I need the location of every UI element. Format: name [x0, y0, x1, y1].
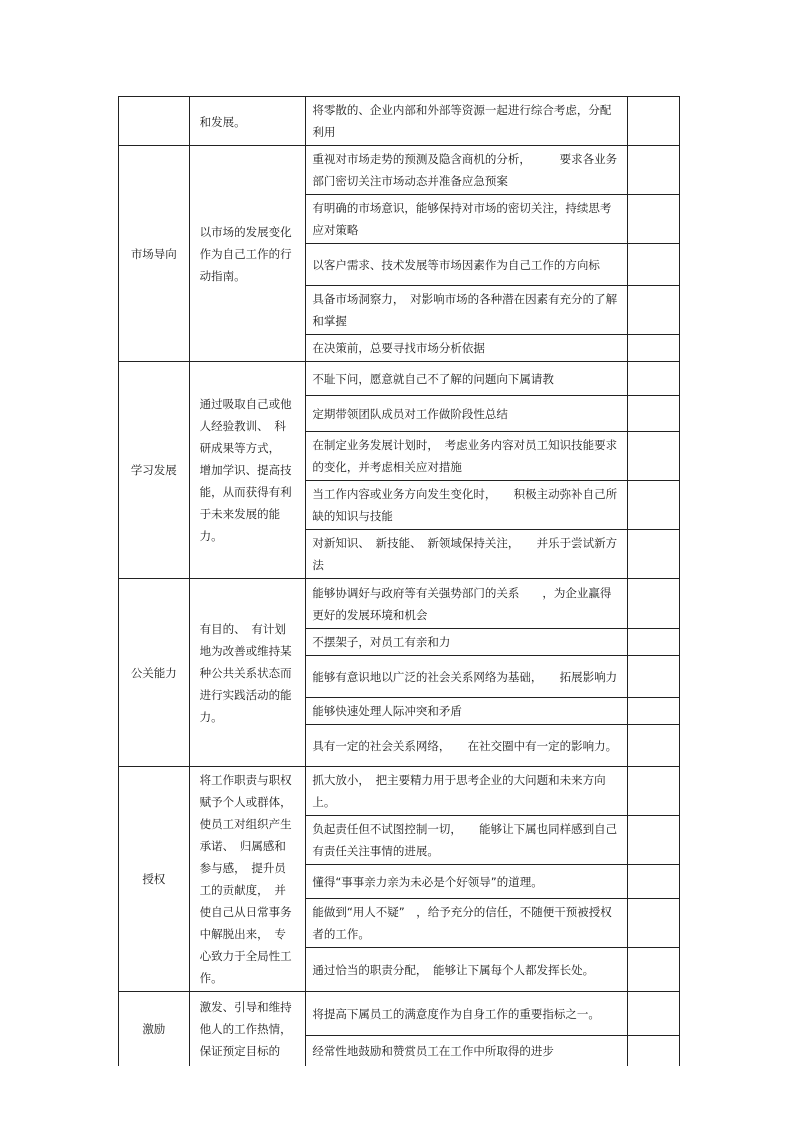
score-cell[interactable]	[627, 286, 679, 335]
competency-name: 公关能力	[119, 579, 190, 767]
competency-name: 市场导向	[119, 146, 190, 362]
behavior-text: 能做到“用人不疑” ，给予充分的信任，不随便干预被授权者的工作。	[312, 905, 612, 941]
behavior-text: 对新知识、 新技能、 新领域保持关注， 并乐于尝试新方法	[312, 536, 618, 572]
behavior-text: 在决策前，总要寻找市场分析依据	[312, 341, 485, 355]
score-cell[interactable]	[627, 362, 679, 396]
score-cell[interactable]	[627, 899, 679, 948]
score-cell[interactable]	[627, 992, 679, 1036]
behavior-text: 不耻下问，愿意就自己不了解的问题向下属请教	[312, 371, 554, 386]
score-cell[interactable]	[627, 948, 679, 992]
score-cell[interactable]	[627, 865, 679, 899]
score-cell[interactable]	[627, 698, 679, 725]
competency-table	[118, 96, 680, 1066]
competency-name: 学习发展	[119, 362, 190, 579]
behavior-text: 懂得“事事亲力亲为未必是个好领导”的道理。	[312, 874, 543, 889]
table-row	[119, 362, 680, 396]
score-cell[interactable]	[627, 244, 679, 286]
table-row	[119, 767, 680, 816]
competency-definition: 将工作职责与职权赋予个人或群体，使员工对组织产生承诺、 归属感和参与感， 提升员工的贡献度， 并使自己从日常事务中解脱出来， 专心致力于全局性工作。	[199, 773, 292, 985]
score-cell[interactable]	[627, 335, 679, 362]
behavior-text: 能够有意识地以广泛的社会关系网络为基础， 拓展影响力	[312, 669, 618, 684]
behavior-text: 在制定业务发展计划时， 考虑业务内容对员工知识技能要求的变化，并考虑相关应对措施	[312, 438, 618, 474]
score-cell[interactable]	[627, 396, 679, 432]
competency-definition: 以市场的发展变化作为自己工作的行动指南。	[199, 224, 292, 283]
score-cell[interactable]	[627, 1036, 679, 1066]
score-cell[interactable]	[627, 481, 679, 530]
behavior-text: 不摆架子，对员工有亲和力	[312, 635, 451, 649]
competency-definition: 激发、引导和维持他人的工作热情，保证预定目标的	[199, 999, 292, 1058]
behavior-text: 当工作内容或业务方向发生变化时， 积极主动弥补自己所缺的知识与技能	[312, 487, 618, 523]
score-cell[interactable]	[627, 97, 679, 146]
behavior-text: 具有一定的社会关系网络， 在社交圈中有一定的影响力。	[312, 738, 618, 753]
behavior-text: 经常性地鼓励和赞赏员工在工作中所取得的进步	[312, 1043, 554, 1058]
competency-name	[119, 97, 190, 146]
score-cell[interactable]	[627, 146, 679, 195]
behavior-text: 通过恰当的职责分配， 能够让下属每个人都发挥长处。	[312, 962, 595, 977]
competency-definition: 有目的、 有计划地为改善或维持某种公共关系状态而进行实践活动的能力。	[199, 621, 292, 724]
behavior-text: 抓大放小， 把主要精力用于思考企业的大问题和未来方向上。	[312, 773, 606, 809]
behavior-text: 负起责任但不试图控制一切， 能够让下属也同样感到自己有责任关注事情的进展。	[312, 822, 618, 858]
score-cell[interactable]	[627, 725, 679, 767]
score-cell[interactable]	[627, 195, 679, 244]
score-cell[interactable]	[627, 767, 679, 816]
score-cell[interactable]	[627, 530, 679, 579]
behavior-text: 能够协调好与政府等有关强势部门的关系 ，为企业赢得更好的发展环境和机会	[312, 585, 612, 622]
score-cell[interactable]	[627, 629, 679, 656]
score-cell[interactable]	[627, 579, 679, 629]
behavior-text: 重视对市场走势的预测及隐含商机的分析， 要求各业务部门密切关注市场动态并准备应急预案	[312, 152, 618, 188]
behavior-text: 将提高下属员工的满意度作为自身工作的重要指标之一。	[312, 1006, 600, 1021]
score-cell[interactable]	[627, 656, 679, 698]
score-cell[interactable]	[627, 432, 679, 481]
table-row	[119, 992, 680, 1036]
competency-name: 授权	[119, 767, 190, 992]
competency-name: 激励	[119, 992, 190, 1066]
competency-definition: 和发展。	[199, 115, 246, 129]
competency-definition: 通过吸取自己或他人经验教训、 科研成果等方式， 增加学识、提高技能，从而获得有利于未来发展的能力。	[199, 397, 292, 543]
behavior-text: 以客户需求、技术发展等市场因素作为自己工作的方向标	[312, 257, 600, 272]
table-row	[119, 146, 680, 195]
score-cell[interactable]	[627, 816, 679, 865]
table-row	[119, 579, 680, 629]
behavior-text: 有明确的市场意识，能够保持对市场的密切关注，持续思考应对策略	[312, 201, 612, 237]
behavior-text: 将零散的、企业内部和外部等资源一起进行综合考虑，分配利用	[312, 103, 612, 139]
behavior-text: 具备市场洞察力， 对影响市场的各种潜在因素有充分的了解和掌握	[312, 292, 618, 328]
behavior-text: 定期带领团队成员对工作做阶段性总结	[312, 406, 508, 421]
table-row	[119, 97, 680, 146]
behavior-text: 能够快速处理人际冲突和矛盾	[312, 704, 462, 718]
